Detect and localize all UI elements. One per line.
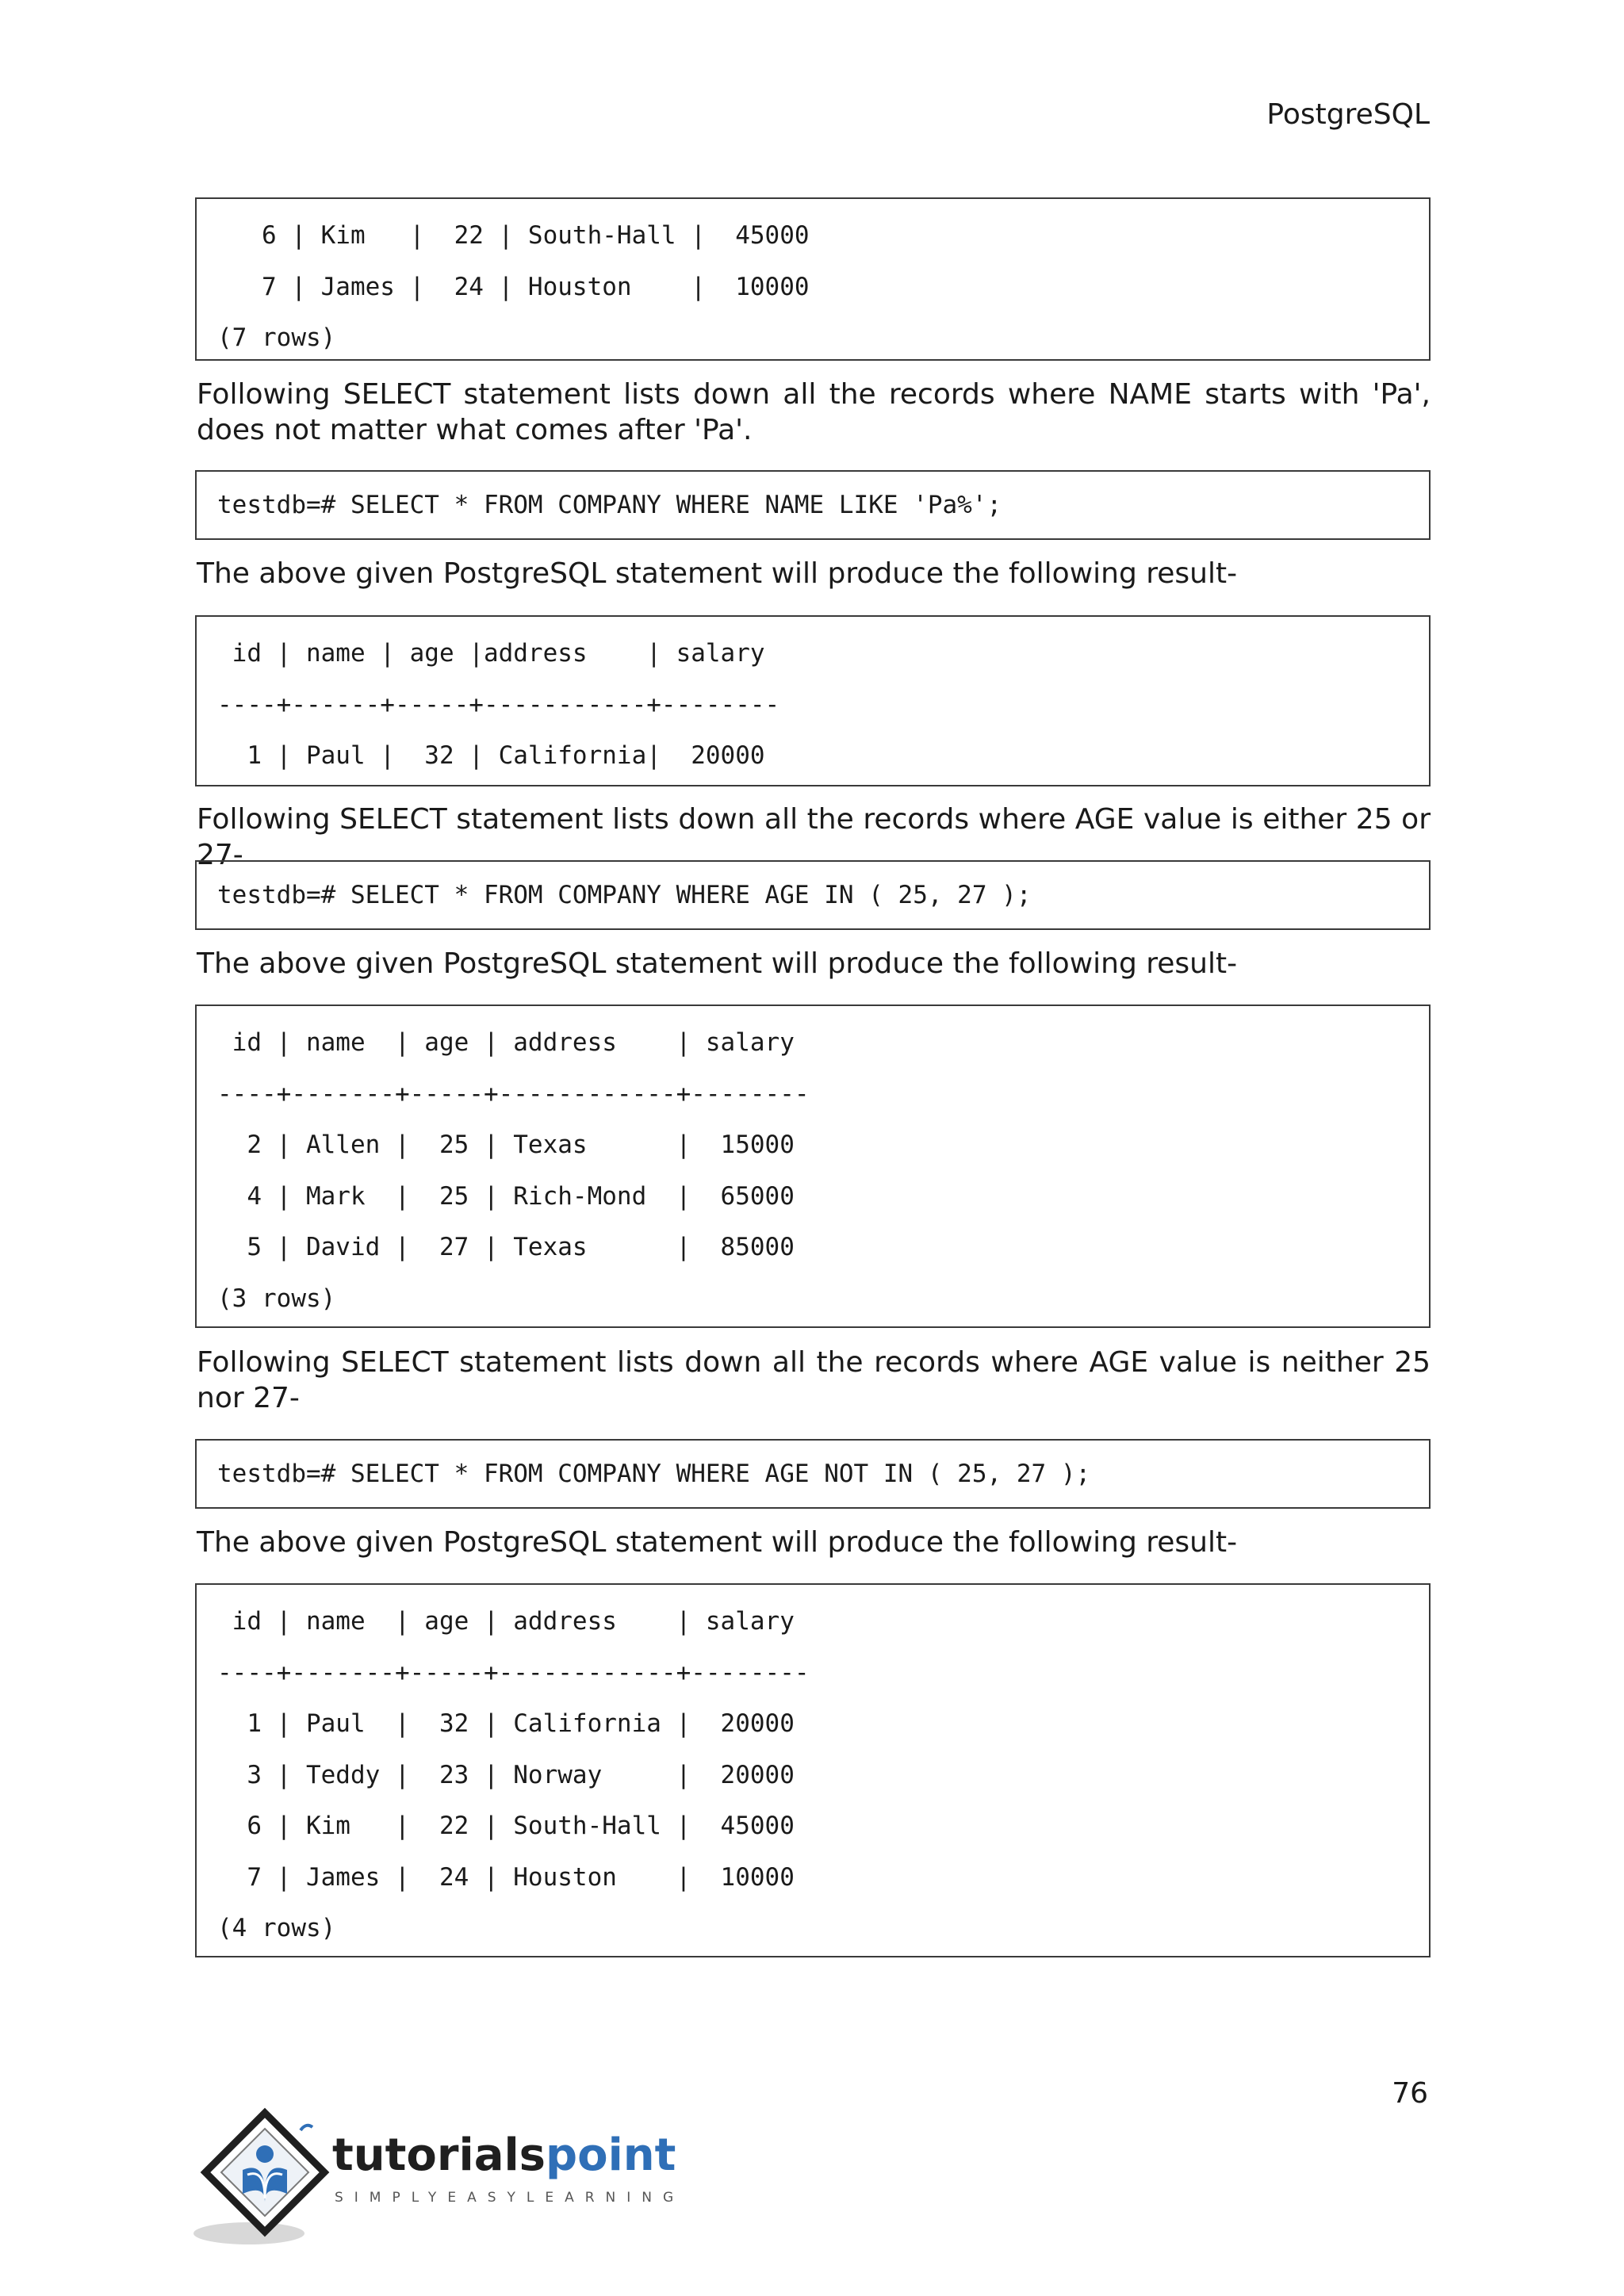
code-line: testdb=# SELECT * FROM COMPANY WHERE AGE IN ( 25, 27 );	[217, 881, 1032, 909]
output-line: (4 rows)	[217, 1914, 336, 1942]
tutorialspoint-logo	[193, 2105, 685, 2248]
output-line: 7 | James | 24 | Houston | 10000	[217, 272, 810, 301]
output-line: id | name | age |address | salary	[217, 639, 765, 668]
output-line: 1 | Paul | 32 | California| 20000	[217, 741, 765, 770]
output-block	[195, 1583, 1431, 1957]
output-line: ----+-------+-----+------------+--------	[217, 1079, 810, 1108]
code-block	[195, 470, 1431, 540]
output-line: ----+------+-----+-----------+--------	[217, 690, 780, 719]
output-line: (3 rows)	[217, 1284, 336, 1313]
output-line: id | name | age | address | salary	[217, 1028, 795, 1057]
code-line: testdb=# SELECT * FROM COMPANY WHERE AGE NOT IN ( 25, 27 );	[217, 1460, 1091, 1488]
output-line: 1 | Paul | 32 | California | 20000	[217, 1709, 795, 1738]
page-number: 76	[1392, 2077, 1428, 2110]
paragraph: The above given PostgreSQL statement will produce the following result-	[197, 947, 1238, 980]
output-line: ----+-------+-----+------------+--------	[217, 1658, 810, 1687]
output-block	[195, 1004, 1431, 1328]
code-line: testdb=# SELECT * FROM COMPANY WHERE NAME LIKE 'Pa%';	[217, 491, 1002, 519]
paragraph: Following SELECT statement lists down all the records where AGE value is either 25 or 27-	[197, 803, 1431, 871]
output-line: (7 rows)	[217, 323, 336, 352]
output-line: 5 | David | 27 | Texas | 85000	[217, 1233, 795, 1261]
paragraph: Following SELECT statement lists down all the records where NAME starts with 'Pa', does not matter what comes after 'Pa'.	[197, 378, 1431, 446]
svg-text:tutorialspoint: tutorialspoint	[332, 2130, 676, 2181]
code-block	[195, 860, 1431, 930]
svg-text:SIMPLYEASYLEARNING: SIMPLYEASYLEARNING	[335, 2190, 685, 2206]
output-line: 4 | Mark | 25 | Rich-Mond | 65000	[217, 1181, 795, 1211]
output-block-continued	[195, 197, 1431, 361]
output-line: id | name | age | address | salary	[217, 1607, 795, 1636]
output-line: 2 | Allen | 25 | Texas | 15000	[217, 1131, 795, 1159]
code-block	[195, 1439, 1431, 1509]
output-line: 6 | Kim | 22 | South-Hall | 45000	[217, 221, 810, 250]
output-block	[195, 615, 1431, 786]
paragraph: The above given PostgreSQL statement will produce the following result-	[197, 1526, 1238, 1559]
output-line: 6 | Kim | 22 | South-Hall | 45000	[217, 1812, 795, 1840]
paragraph: The above given PostgreSQL statement will produce the following result-	[197, 557, 1238, 590]
page-header-title: PostgreSQL	[1266, 98, 1430, 131]
paragraph: Following SELECT statement lists down all the records where AGE value is neither 25 nor 27-	[197, 1346, 1431, 1414]
output-line: 3 | Teddy | 23 | Norway | 20000	[217, 1760, 795, 1789]
output-line: 7 | James | 24 | Houston | 10000	[217, 1862, 795, 1892]
tutorialspoint-logo-icon	[193, 2105, 685, 2248]
